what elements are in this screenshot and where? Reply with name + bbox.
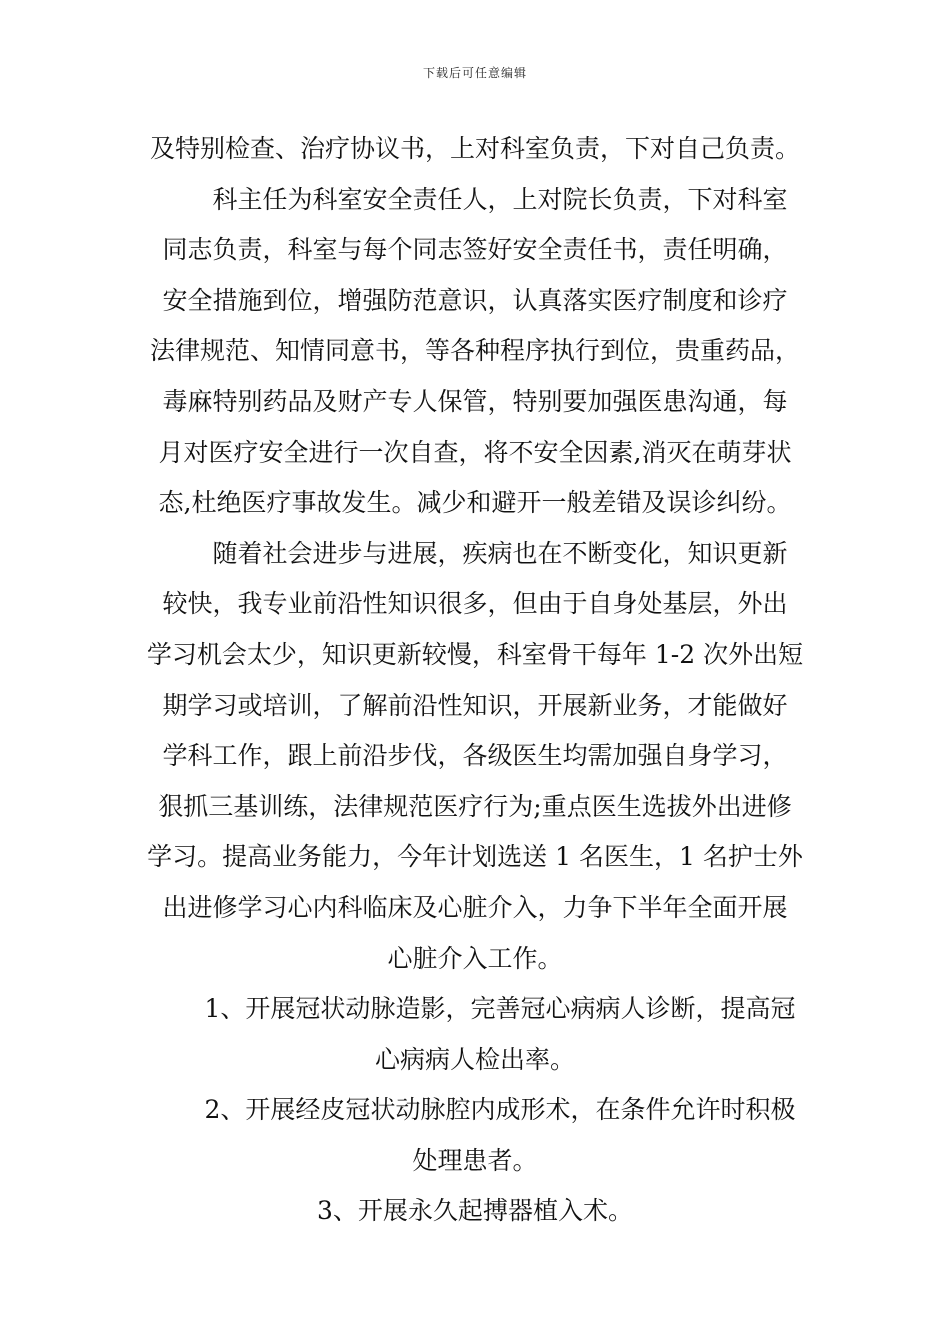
text-line-16: 出进修学习心内科临床及心脏介入，力争下半年全面开展 xyxy=(162,892,788,922)
text-line-11: 学习机会太少，知识更新较慢，科室骨干每年 1-2 次外出短 xyxy=(146,639,804,669)
text-line-19: 心病病人检出率。 xyxy=(374,1044,575,1074)
page-header-note: 下载后可任意编辑 xyxy=(422,66,527,80)
text-line-3: 同志负责，科室与每个同志签好安全责任书，责任明确， xyxy=(162,235,788,265)
text-line-17: 心脏介入工作。 xyxy=(387,943,563,973)
text-line-5: 法律规范、知情同意书，等各种程序执行到位，贵重药品， xyxy=(149,336,800,366)
document-body xyxy=(140,124,810,1237)
text-line-4: 安全措施到位，增强防范意识，认真落实医疗制度和诊疗 xyxy=(162,285,788,315)
text-line-20: 2、开展经皮冠状动脉腔内成形术，在条件允许时积极 xyxy=(204,1095,796,1125)
text-line-22: 3、开展永久起搏器植入术。 xyxy=(317,1196,633,1226)
text-line-13: 学科工作，跟上前沿步伐，各级医生均需加强自身学习， xyxy=(162,741,788,771)
text-line-6: 毒麻特别药品及财产专人保管，特别要加强医患沟通，每 xyxy=(162,386,788,416)
text-line-12: 期学习或培训，了解前沿性知识，开展新业务，才能做好 xyxy=(162,690,788,720)
text-line-15: 学习。提高业务能力，今年计划选送 1 名医生，1 名护士外 xyxy=(147,842,803,872)
text-line-21: 处理患者。 xyxy=(412,1145,538,1175)
text-line-18: 1、开展冠状动脉造影，完善冠心病病人诊断，提高冠 xyxy=(204,994,796,1024)
text-line-2: 科主任为科室安全责任人，上对院长负责，下对科室 xyxy=(212,184,788,214)
text-line-8: 态,杜绝医疗事故发生。减少和避开一般差错及误诊纠纷。 xyxy=(158,488,792,518)
text-line-9: 随着社会进步与进展，疾病也在不断变化，知识更新 xyxy=(212,538,788,568)
text-line-1: 及特别检查、治疗协议书，上对科室负责，下对自己负责。 xyxy=(149,134,800,163)
text-line-7: 月对医疗安全进行一次自查，将不安全因素,消灭在萌芽状 xyxy=(158,437,792,467)
text-line-14: 狠抓三基训练，法律规范医疗行为;重点医生选拔外出进修 xyxy=(158,791,792,821)
text-line-10: 较快，我专业前沿性知识很多，但由于自身处基层，外出 xyxy=(162,589,788,619)
